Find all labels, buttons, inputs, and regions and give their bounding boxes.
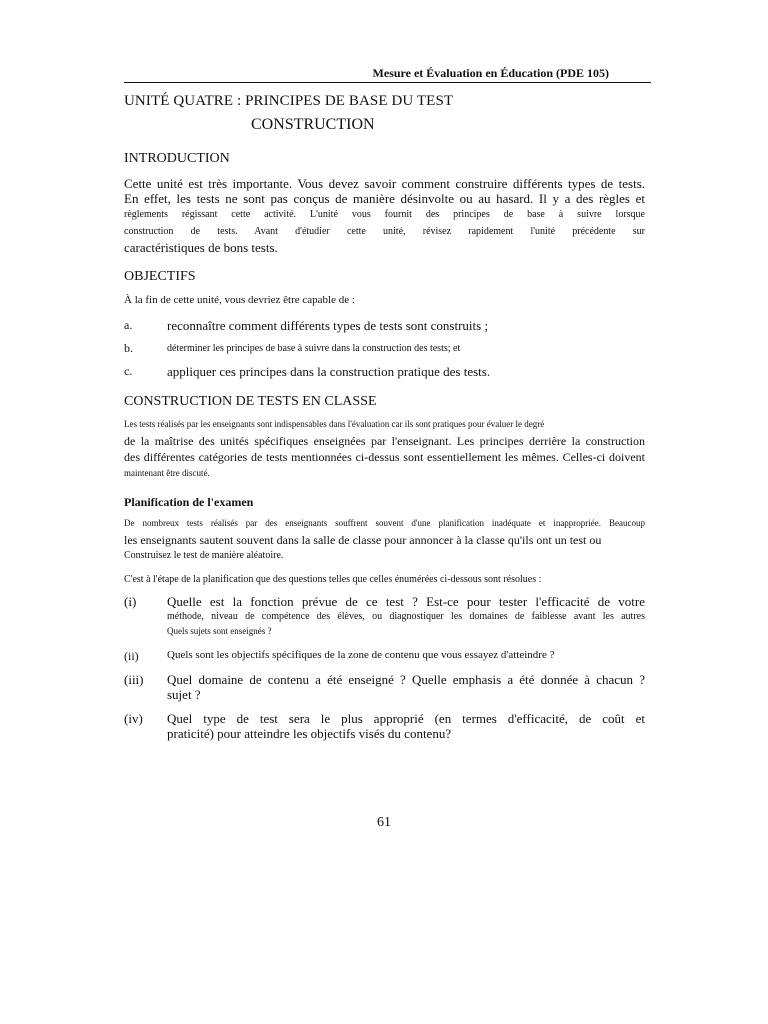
objective-label: c.	[124, 364, 133, 378]
question-label: (i)	[124, 594, 137, 609]
planification-heading: Planification de l'examen	[124, 495, 254, 509]
question-line: Quel domaine de contenu a été enseigné ? Quelle emphasis a été donnée à chacun ?	[167, 672, 645, 687]
objectifs-intro: À la fin de cette unité, vous devriez être capable de :	[124, 294, 355, 306]
paragraph-line: Cette unité est très importante. Vous devez savoir comment construire différents types de tests.	[124, 176, 645, 191]
objective-text: déterminer les principes de base à suivre dans la construction des tests; et	[167, 343, 461, 354]
introduction-heading: INTRODUCTION	[124, 151, 230, 166]
paragraph-line: De nombreux tests réalisés par des enseignants souffrent souvent d'une planification inadéquate et inappropriée. Beaucoup	[124, 518, 645, 528]
question-line: Quel type de test sera le plus approprié (en termes d'efficacité, de coût et	[167, 711, 645, 726]
planification-intro: C'est à l'étape de la planification que des questions telles que celles énumérées ci-dessous sont résolues :	[124, 574, 542, 585]
paragraph-line: maintenant être discuté.	[124, 468, 210, 478]
paragraph-line: règlements régissant cette activité. L'unité vous fournit des principes de base à suivre lorsque	[124, 209, 645, 220]
objective-label: a.	[124, 318, 133, 332]
question-label: (iii)	[124, 672, 144, 687]
paragraph-line: Construisez le test de manière aléatoire.	[124, 550, 284, 561]
question-line: Quelle est la fonction prévue de ce test ? Est-ce pour tester l'efficacité de votre	[167, 594, 645, 609]
unit-title: UNITÉ QUATRE : PRINCIPES DE BASE DU TEST	[124, 93, 454, 109]
paragraph-line: de la maîtrise des unités spécifiques enseignées par l'enseignant. Les principes derrière la construction	[124, 434, 645, 448]
construction-paragraph	[124, 416, 645, 481]
question-label: (iv)	[124, 711, 143, 726]
objectifs-heading: OBJECTIFS	[124, 269, 196, 284]
question-line: Quels sujets sont enseignés ?	[167, 626, 272, 636]
paragraph-line: caractéristiques de bons tests.	[124, 240, 278, 255]
paragraph-line: En effet, les tests ne sont pas conçus de manière désinvolte ou au hasard. Il y a des règles et	[124, 191, 645, 206]
question-label: (ii)	[124, 649, 139, 663]
page-number: 61	[377, 815, 391, 830]
objective-label: b.	[124, 341, 133, 355]
paragraph-line: construction de tests. Avant d'étudier cette unité, révisez rapidement l'unité précédente sur	[124, 226, 645, 237]
question-line: Quels sont les objectifs spécifiques de la zone de contenu que vous essayez d'atteindre ?	[167, 649, 555, 661]
unit-title-continued: CONSTRUCTION	[251, 116, 375, 133]
objective-text: appliquer ces principes dans la construction pratique des tests.	[167, 364, 491, 379]
paragraph-line: les enseignants sautent souvent dans la salle de classe pour annoncer à la classe qu'ils ont un test ou	[124, 533, 602, 547]
construction-heading: CONSTRUCTION DE TESTS EN CLASSE	[124, 394, 377, 409]
objective-text: reconnaître comment différents types de tests sont construits ;	[167, 318, 489, 333]
question-line: méthode, niveau de compétence des élèves, ou diagnostiquer les domaines de faiblesse avant les autres	[167, 611, 645, 622]
question-line: praticité) pour atteindre les objectifs visés du contenu?	[167, 726, 452, 741]
paragraph-line: des différentes catégories de tests mentionnées ci-dessus sont essentiellement les mêmes. Celles-ci doivent	[124, 450, 645, 464]
planification-paragraph	[124, 515, 645, 563]
running-header: Mesure et Évaluation en Éducation (PDE 105)	[124, 66, 651, 83]
question-line: sujet ?	[167, 687, 201, 702]
introduction-paragraph	[124, 176, 645, 255]
paragraph-line: Les tests réalisés par les enseignants sont indispensables dans l'évaluation car ils sont pratiques pour évaluer le degré	[124, 419, 545, 429]
